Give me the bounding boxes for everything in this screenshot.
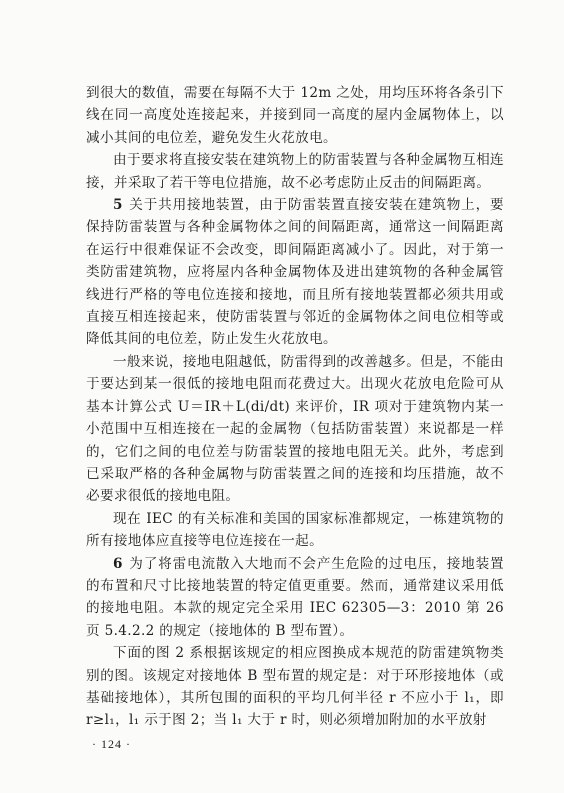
page-number: · 124 · xyxy=(92,737,131,751)
paragraph-6 xyxy=(86,553,504,643)
paragraph-2: 由于要求将直接安装在建筑物上的防雷装置与各种金属物互相连接，并采取了若干等电位措施，故不必考虑防止反击的间隔距离。 xyxy=(86,152,504,191)
paragraph-3 xyxy=(86,194,504,351)
paragraph-1: 到很大的数值，需要在每隔不大于 12m 之处，用均压环将各条引下线在同一高度处连接起来，并接到同一高度的屋内金属物体上，以减小其间的电位差，避免发生火花放电。 xyxy=(86,85,504,146)
paragraph-4: 一般来说，接地电阻越低，防雷得到的改善越多。但是，不能由于要达到某一很低的接地电阻而花费过大。出现火花放电危险可从基本计算公式 U＝IR＋L(di/dt) 来评价，IR 项对于建筑物内某一小范围中互相连接在一起的金属物（包括防雷装置）来说都是一样的，它们之间的电位差与防雷装置的接地电阻无关。此外，考虑到已采取严格的各种金属物与防雷装置之间的连接和均压措施，故不必要求很低的接地电阻。 xyxy=(86,353,504,505)
clause-number: 5 xyxy=(113,197,123,214)
clause-text: 为了将雷电流散入大地而不会产生危险的过电压，接地装置的布置和尺寸比接地装置的特定值更重要。然而，通常建议采用低的接地电阻。本款的规定完全采用 IEC 62305—3：2010 第 26 页 5.4.2.2 的规定（接地体的 B 型布置）。 xyxy=(86,555,504,639)
paragraph-5: 现在 IEC 的有关标准和美国的国家标准都规定，一栋建筑物的所有接地体应直接等电位连接在一起。 xyxy=(86,510,504,550)
clause-text: 关于共用接地装置，由于防雷装置直接安装在建筑物上，要保持防雷装置与各种金属物体之间的间隔距离，通常这一间隔距离在运行中很难保证不会改变，即间隔距离减小了。因此，对于第一类防雷建筑物，应将屋内各种金属物体及进出建筑物的各种金属管线进行严格的等电位连接和接地，而且所有接地装置都必须共用或直接互相连接起来，使防雷装置与邻近的金属物体之间电位相等或降低其间的电位差，防止发生火花放电。 xyxy=(86,197,504,348)
clause-number: 6 xyxy=(113,555,123,572)
document-body xyxy=(86,82,504,732)
paragraph-7: 下面的图 2 系根据该规定的相应图换成本规范的防雷建筑物类别的图。该规定对接地体 B 型布置的规定是：对于环形接地体（或基础接地体），其所包围的面积的平均几何半径 r 不应小于 l₁，即 r≥l₁，l₁ 示于图 2；当 l₁ 大于 r 时，则必须增加附加的水平放射 xyxy=(86,645,504,729)
